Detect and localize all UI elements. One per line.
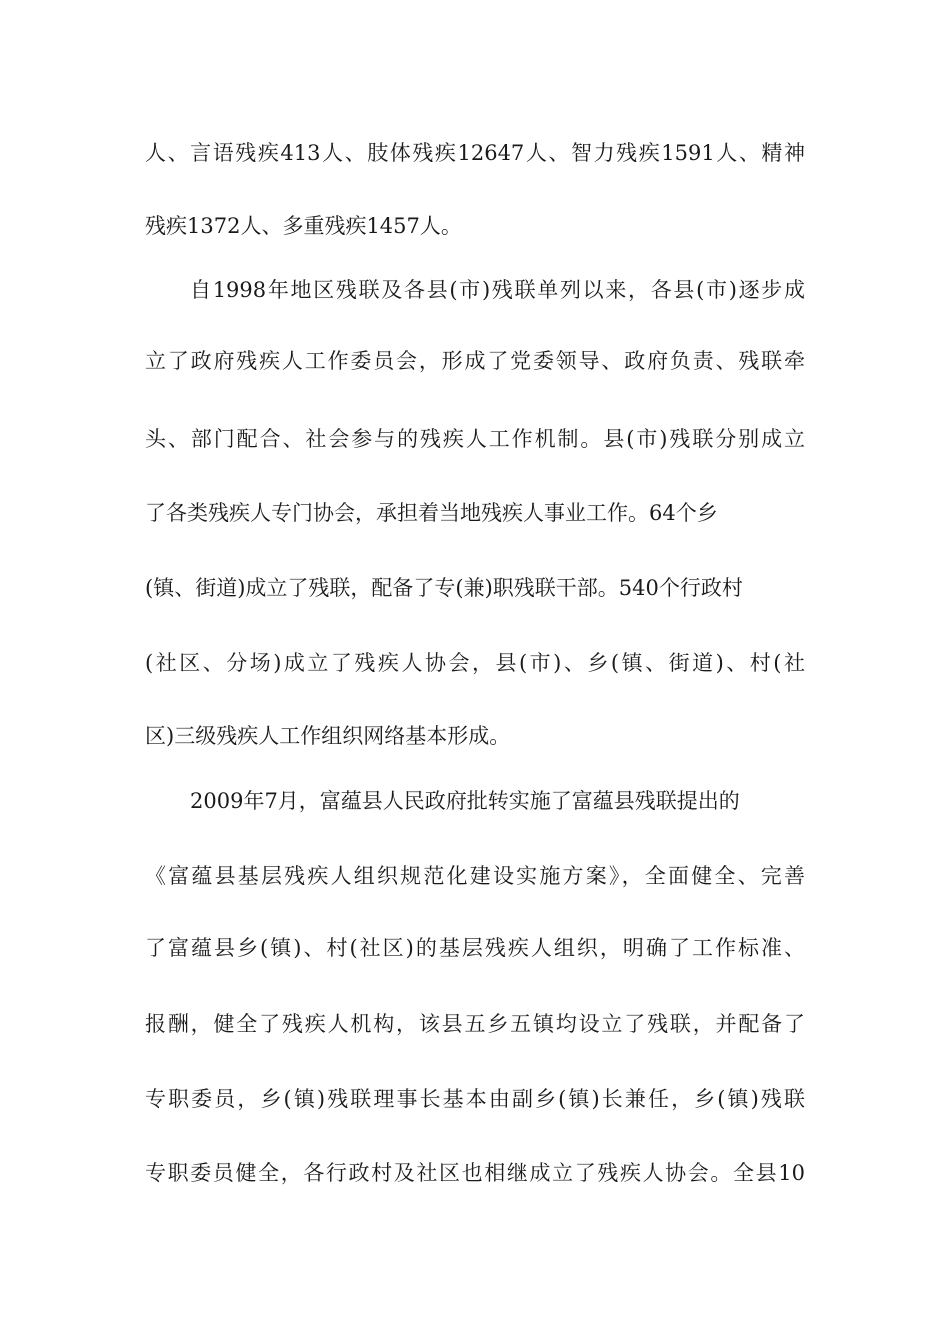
text-line-9: 区)三级残疾人工作组织网络基本形成。 [145,724,511,748]
text-line-2: 残疾1372人、多重残疾1457人。 [145,214,462,238]
text-line-1: 人、言语残疾413人、肢体残疾12647人、智力残疾1591人、精神 [145,141,805,165]
text-line-12: 了富蕴县乡(镇)、村(社区)的基层残疾人组织，明确了工作标准、 [145,936,805,960]
text-line-7: (镇、街道)成立了残联，配备了专(兼)职残联干部。540个行政村 [145,576,743,600]
text-line-13: 报酬，健全了残疾人机构，该县五乡五镇均设立了残联，并配备了 [145,1012,805,1036]
text-line-4: 立了政府残疾人工作委员会，形成了党委领导、政府负责、残联牵 [145,349,805,373]
text-line-11: 《富蕴县基层残疾人组织规范化建设实施方案》，全面健全、完善 [145,864,805,888]
text-line-14: 专职委员，乡(镇)残联理事长基本由副乡(镇)长兼任，乡(镇)残联 [145,1087,805,1111]
text-line-8: (社区、分场)成立了残疾人协会，县(市)、乡(镇、街道)、村(社 [145,651,805,675]
text-line-10: 2009年7月，富蕴县人民政府批转实施了富蕴县残联提出的 [190,789,740,813]
text-line-3: 自1998年地区残联及各县(市)残联单列以来，各县(市)逐步成 [190,278,805,302]
text-line-15: 专职委员健全，各行政村及社区也相继成立了残疾人协会。全县10 [145,1161,805,1185]
text-line-5: 头、部门配合、社会参与的残疾人工作机制。县(市)残联分别成立 [145,427,805,451]
text-line-6: 了各类残疾人专门协会，承担着当地残疾人事业工作。64个乡 [145,501,718,525]
